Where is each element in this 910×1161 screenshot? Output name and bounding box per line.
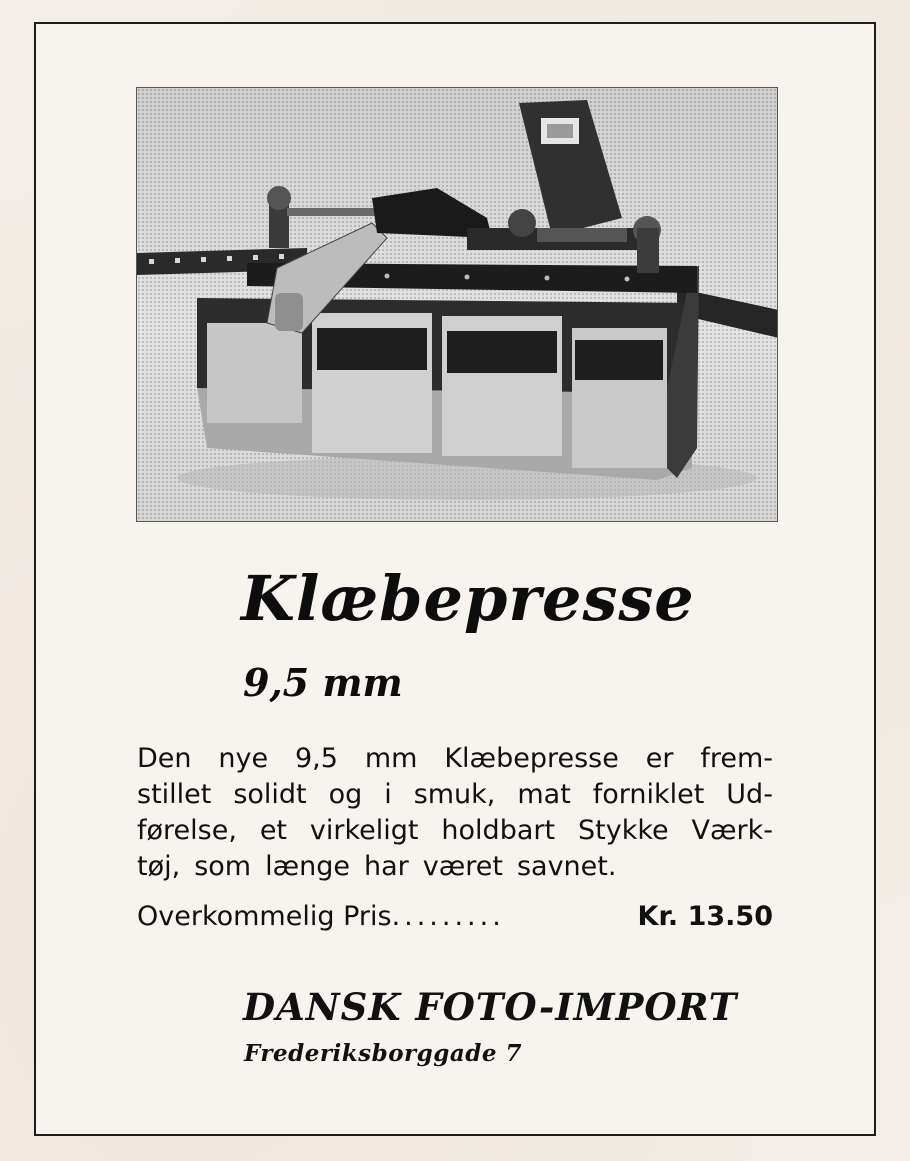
price-row — [137, 899, 773, 935]
film-splicer-illustration — [137, 88, 778, 522]
advertisement-frame — [34, 22, 876, 1136]
product-photo — [136, 87, 778, 522]
price-leader-dots: ......... — [391, 901, 505, 932]
company-address: Frederiksborggade 7 — [244, 1040, 522, 1067]
price-value: Kr. 13.50 — [637, 901, 773, 932]
product-description — [137, 741, 773, 885]
description-line-3: førelse, et virkeligt holdbart Stykke Værk- — [137, 815, 773, 846]
film-size-label: 9,5 mm — [243, 660, 403, 705]
description-line-2: stillet solidt og i smuk, mat forniklet Ud- — [137, 779, 773, 810]
product-headline: Klæbepresse — [241, 562, 695, 635]
description-line-1: Den nye 9,5 mm Klæbepresse er frem- — [137, 743, 773, 774]
description-line-4: tøj, som længe har været savnet. — [137, 851, 617, 882]
price-label: Overkommelig Pris — [137, 901, 392, 932]
company-name: DANSK FOTO-IMPORT — [243, 985, 738, 1029]
